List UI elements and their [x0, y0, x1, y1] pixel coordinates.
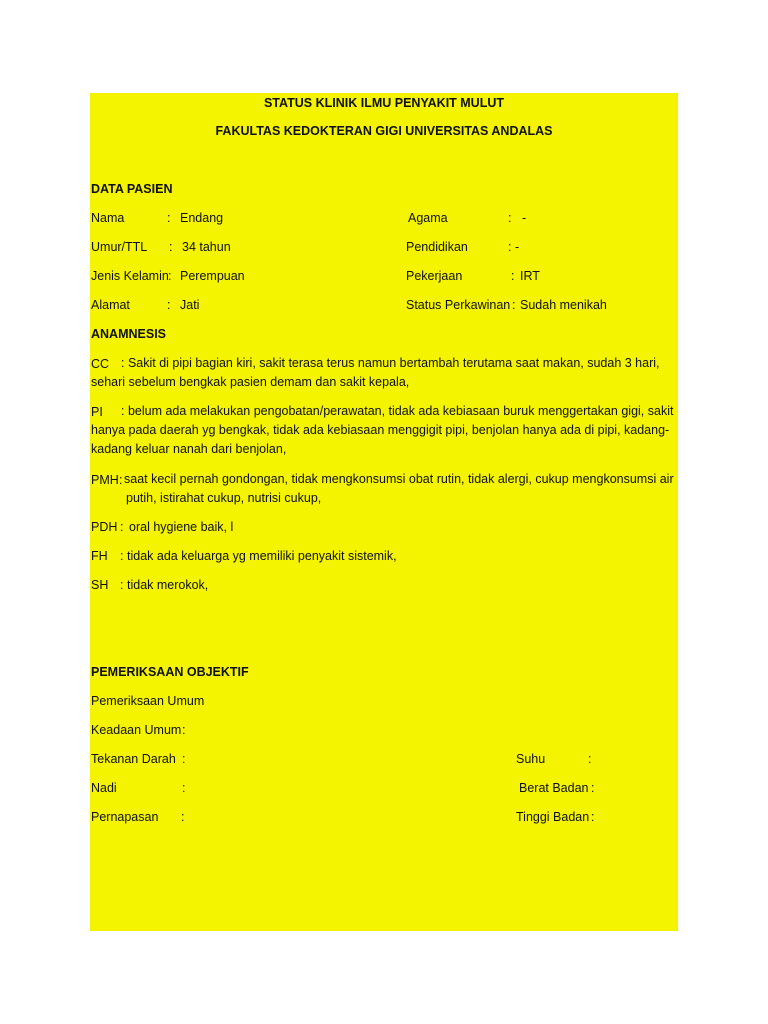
agama-colon: : [508, 211, 512, 225]
document-subtitle: FAKULTAS KEDOKTERAN GIGI UNIVERSITAS ANDALAS [215, 124, 553, 138]
agama-value: - [522, 211, 527, 225]
cc-label: CC [91, 357, 110, 371]
berat-badan-colon: : [591, 781, 595, 795]
document-title: STATUS KLINIK ILMU PENYAKIT MULUT [263, 96, 505, 110]
pemeriksaan-umum-label: Pemeriksaan Umum [91, 694, 205, 708]
jenis-kelamin-value: Perempuan [180, 269, 245, 283]
sh-value: tidak merokok, [127, 578, 209, 592]
anamnesis-heading: ANAMNESIS [91, 327, 167, 341]
suhu-label: Suhu [516, 752, 546, 766]
umur-value: 34 tahun [182, 240, 231, 254]
tinggi-badan-label: Tinggi Badan [516, 810, 590, 824]
suhu-colon: : [588, 752, 592, 766]
tinggi-badan-colon: : [591, 810, 595, 824]
tekanan-darah-colon: : [182, 752, 186, 766]
alamat-colon: : [167, 298, 171, 312]
berat-badan-label: Berat Badan [519, 781, 589, 795]
nama-colon: : [167, 211, 171, 225]
pi-label: PI [91, 405, 103, 419]
pmh-colon: : [119, 473, 123, 487]
jenis-kelamin-colon: : [168, 269, 172, 283]
pemeriksaan-heading: PEMERIKSAAN OBJEKTIF [91, 665, 249, 679]
status-perkawinan-colon: : [512, 298, 516, 312]
alamat-label: Alamat [91, 298, 130, 312]
umur-label: Umur/TTL [91, 240, 148, 254]
nama-label: Nama [91, 211, 125, 225]
nama-value: Endang [180, 211, 224, 225]
document-page [90, 93, 678, 931]
umur-colon: : [169, 240, 173, 254]
alamat-value: Jati [180, 298, 200, 312]
sh-label: SH [91, 578, 109, 592]
nadi-colon: : [182, 781, 186, 795]
pmh-label: PMH [91, 473, 119, 487]
pmh-value: saat kecil pernah gondongan, tidak mengkonsumsi obat rutin, tidak alergi, cukup mengkonsumsi air putih, istirahat cukup, nutrisi cukup, [124, 472, 674, 505]
status-perkawinan-label: Status Perkawinan [406, 298, 511, 312]
cc-text: : Sakit di pipi bagian kiri, sakit terasa terus namun bertambah terutama saat makan, sudah 3 hari, sehari sebelum bengkak pasien demam dan sakit kepala, [91, 356, 660, 389]
pendidikan-value: - [515, 240, 520, 254]
pdh-colon: : [120, 520, 124, 534]
pdh-label: PDH [91, 520, 118, 534]
status-perkawinan-value: Sudah menikah [520, 298, 607, 312]
fh-value: tidak ada keluarga yg memiliki penyakit sistemik, [127, 549, 397, 563]
pi-value: belum ada melakukan pengobatan/perawatan, tidak ada kebiasaan buruk menggertakan gigi, sakit hanya pada daerah yg bengkak, tidak ada kebiasaan menggigit pipi, benjolan hanya ada di pipi, kadang-kadang keluar nanah dari benjolan, [91, 404, 674, 456]
pi-text: : belum ada melakukan pengobatan/perawatan, tidak ada kebiasaan buruk menggertakan gigi, sakit hanya pada daerah yg bengkak, tidak ada kebiasaan menggigit pipi, benjolan hanya ada di pipi, kadang-kadang keluar nanah dari benjolan, [91, 404, 674, 456]
keadaan-umum-colon: : [182, 723, 186, 737]
agama-label: Agama [408, 211, 448, 225]
sh-colon: : [120, 578, 124, 592]
pernapasan-label: Pernapasan [91, 810, 159, 824]
tekanan-darah-label: Tekanan Darah [91, 752, 176, 766]
pekerjaan-value: IRT [520, 269, 540, 283]
fh-label: FH [91, 549, 108, 563]
nadi-label: Nadi [91, 781, 117, 795]
keadaan-umum-label: Keadaan Umum [91, 723, 182, 737]
jenis-kelamin-label: Jenis Kelamin [91, 269, 169, 283]
pernapasan-colon: : [181, 810, 185, 824]
cc-value: Sakit di pipi bagian kiri, sakit terasa terus namun bertambah terutama saat makan, sudah 3 hari, sehari sebelum bengkak pasien demam dan sakit kepala, [91, 356, 660, 389]
pendidikan-colon: : [508, 240, 512, 254]
pendidikan-label: Pendidikan [406, 240, 468, 254]
fh-colon: : [120, 549, 124, 563]
pekerjaan-colon: : [511, 269, 515, 283]
pekerjaan-label: Pekerjaan [406, 269, 463, 283]
data-pasien-heading: DATA PASIEN [91, 182, 173, 196]
pdh-value: oral hygiene baik, l [129, 520, 234, 534]
